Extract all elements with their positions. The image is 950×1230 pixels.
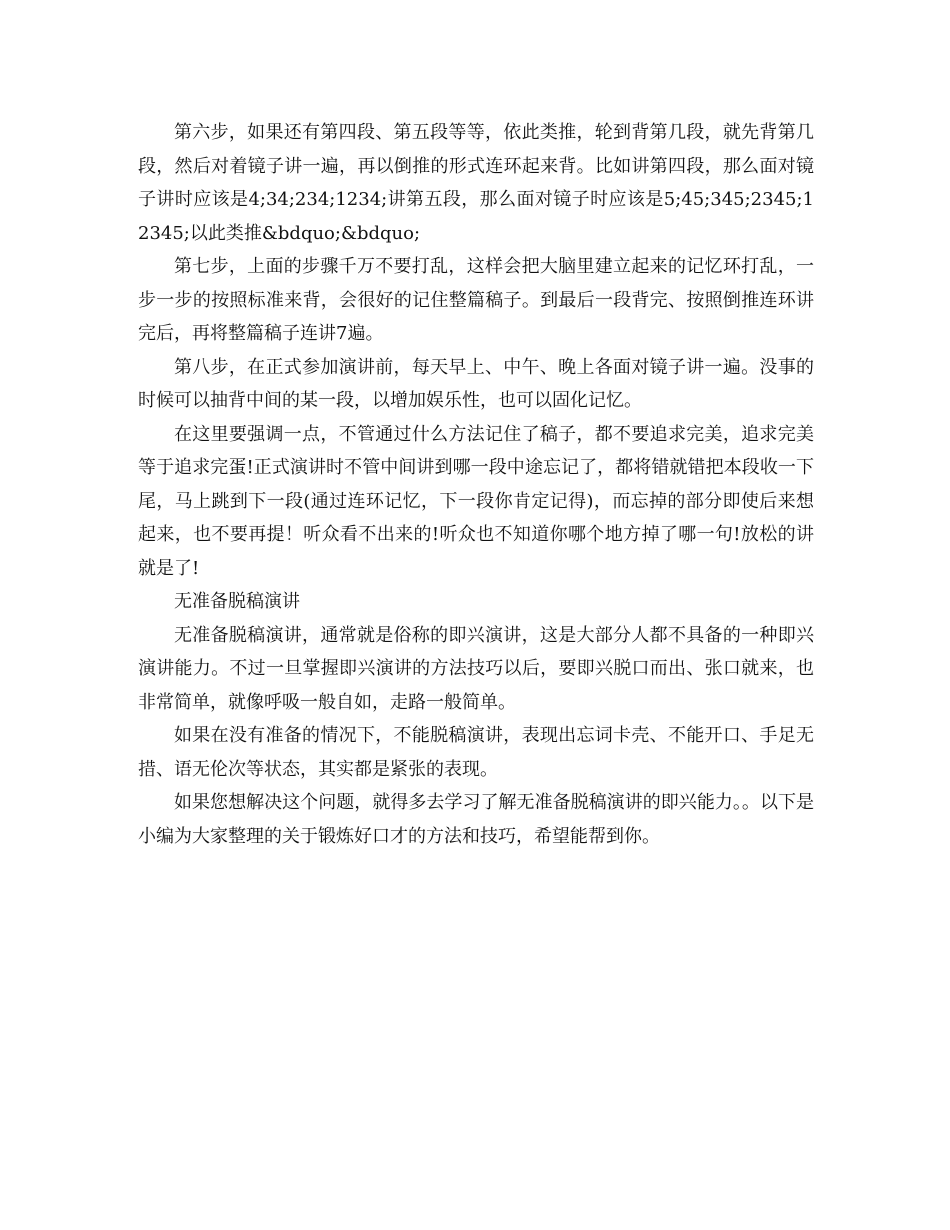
paragraph-nervousness: 如果在没有准备的情况下，不能脱稿演讲，表现出忘词卡壳、不能开口、手足无措、语无伦次等状态，其实都是紧张的表现。 — [138, 725, 814, 780]
paragraph-step-eight: 第八步，在正式参加演讲前，每天早上、中午、晚上各面对镜子讲一遍。没事的时候可以抽背中间的某一段，以增加娱乐性，也可以固化记忆。 — [138, 356, 814, 411]
paragraph-conclusion: 如果您想解决这个问题，就得多去学习了解无准备脱稿演讲的即兴能力。。以下是小编为大家整理的关于锻炼好口才的方法和技巧，希望能帮到你。 — [138, 792, 814, 847]
document-body — [138, 116, 814, 853]
paragraph-step-six: 第六步，如果还有第四段、第五段等等，依此类推，轮到背第几段，就先背第几段，然后对着镜子讲一遍，再以倒推的形式连环起来背。比如讲第四段，那么面对镜子讲时应该是4;34;234;1234;讲第五段，那么面对镜子时应该是5;45;345;2345;12345;以此类推&bdquo;&bdquo; — [138, 122, 814, 244]
paragraph-emphasis: 在这里要强调一点，不管通过什么方法记住了稿子，都不要追求完美，追求完美等于追求完蛋!正式演讲时不管中间讲到哪一段中途忘记了，都将错就错把本段收一下尾，马上跳到下一段(通过连环记忆，下一段你肯定记得)，而忘掉的部分即使后来想起来，也不要再提！听众看不出来的!听众也不知道你哪个地方掉了哪一句!放松的讲就是了! — [138, 423, 814, 579]
paragraph-impromptu-intro: 无准备脱稿演讲，通常就是俗称的即兴演讲，这是大部分人都不具备的一种即兴演讲能力。不过一旦掌握即兴演讲的方法技巧以后，要即兴脱口而出、张口就来，也非常简单，就像呼吸一般自如，走路一般简单。 — [138, 624, 814, 713]
paragraph-step-seven: 第七步，上面的步骤千万不要打乱，这样会把大脑里建立起来的记忆环打乱，一步一步的按照标准来背，会很好的记住整篇稿子。到最后一段背完、按照倒推连环讲完后，再将整篇稿子连讲7遍。 — [138, 256, 814, 344]
section-heading-impromptu: 无准备脱稿演讲 — [174, 591, 300, 612]
